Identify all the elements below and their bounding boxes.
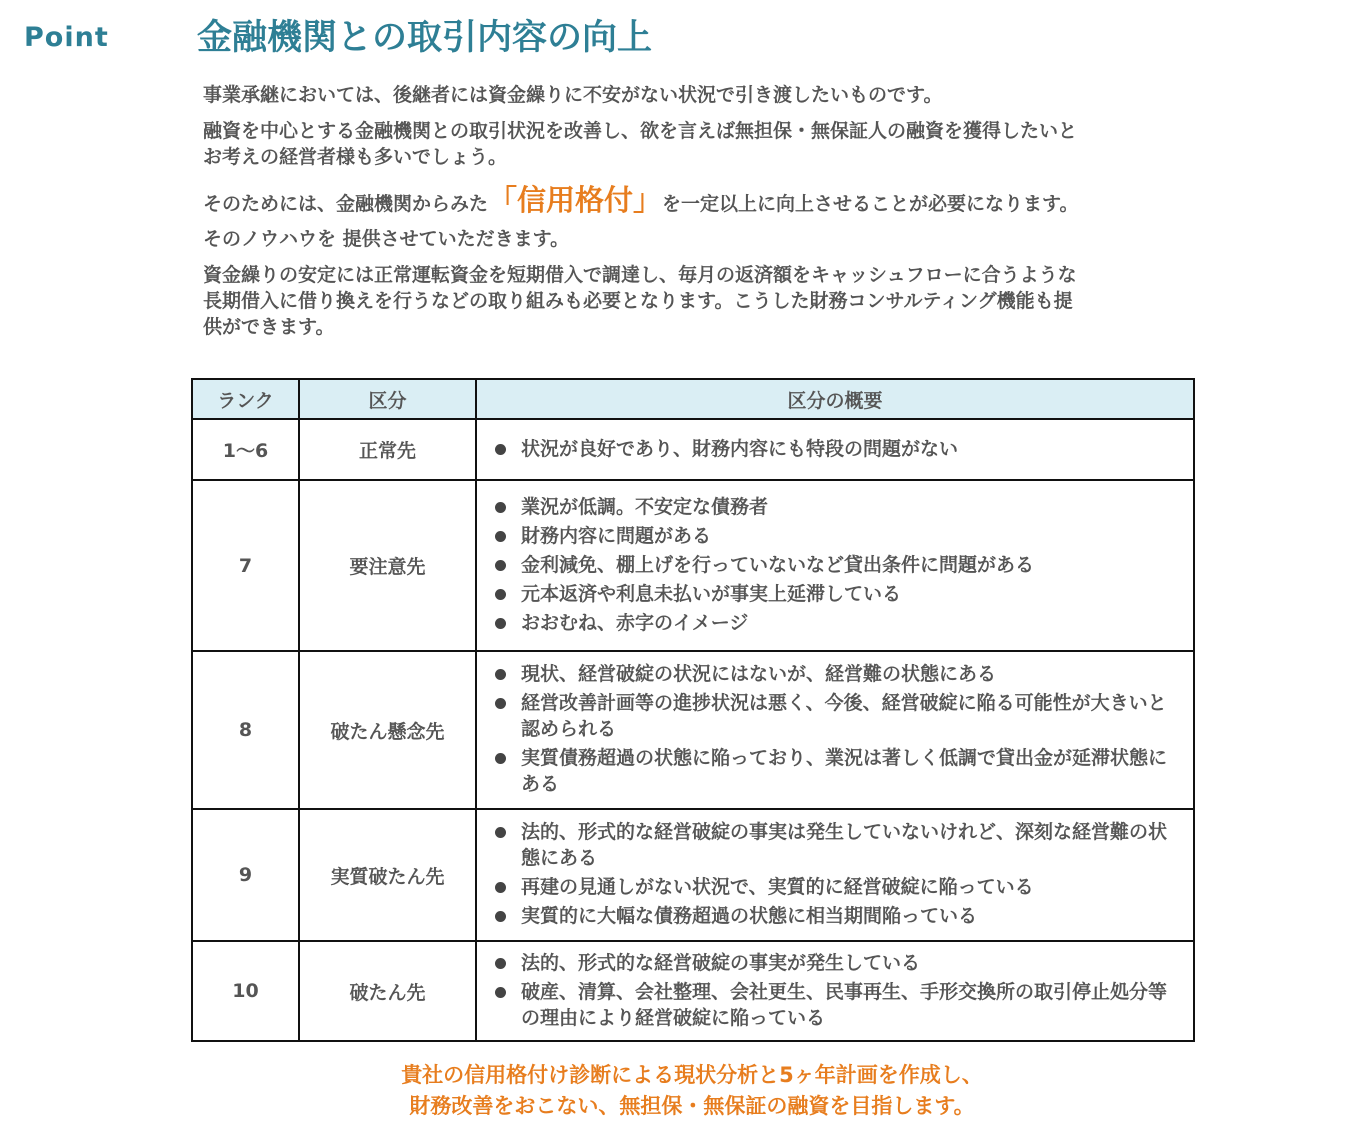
intro-paragraph-3-after: を一定以上に向上させることが必要になります。 [662,193,1079,215]
list-item [493,874,1179,900]
intro-paragraph-2 [203,118,1283,170]
intro-paragraph-1: 事業承継においては、後継者には資金繰りに不安がない状況で引き渡したいものです。 [203,84,943,106]
list-item [493,979,1179,1031]
bullet-icon [495,618,506,629]
rank-cell: 1～6 [192,419,299,480]
point-label: Point [24,22,109,53]
intro-paragraph-2-line-1: 融資を中心とする金融機関との取引状況を改善し、欲を言えば無担保・無保証人の融資を獲得したいと [203,120,1078,142]
summary-list [493,661,1179,797]
summary-cell [476,419,1194,480]
intro-paragraph-5-line-3: 供ができます。 [203,316,335,338]
intro-paragraph-4: そのノウハウを 提供させていただきます。 [203,228,570,250]
table-row [192,651,1194,809]
list-item-text: 金利減免、棚上げを行っていないなど貸出条件に問題がある [521,553,1035,576]
summary-list [493,436,1179,462]
intro-text [203,82,1283,350]
list-item-text: 元本返済や利息未払いが事実上延滞している [521,582,902,605]
conclusion-line-1: 貴社の信用格付け診断による現状分析と5ヶ年計画を作成し、 [401,1063,983,1087]
list-item-text: 実質債務超過の状態に陥っており、業況は著しく低調で貸出金が延滞状態にある [521,747,1168,795]
header-category: 区分 [299,379,476,419]
rank-cell: 9 [192,809,299,941]
list-item-text: 経営改善計画等の進捗状況は悪く、今後、経営破綻に陥る可能性が大きいと認められる [521,692,1167,740]
conclusion-line-2: 財務改善をおこない、無担保・無保証の融資を目指します。 [409,1094,975,1118]
header-rank: ランク [192,379,299,419]
list-item [493,436,1179,462]
bullet-icon [495,753,506,764]
bullet-icon [495,531,506,542]
intro-paragraph-2-line-2: お考えの経営者様も多いでしょう。 [203,146,508,168]
page-title: 金融機関との取引内容の向上 [197,18,653,58]
intro-paragraph-3 [203,180,1283,220]
list-item-text: 財務内容に問題がある [521,524,712,547]
list-item-text: 実質的に大幅な債務超過の状態に相当期間陥っている [521,905,978,927]
list-item [493,552,1179,578]
list-item [493,819,1179,871]
table-row [192,480,1194,651]
credit-rating-highlight: 「信用格付」 [488,183,663,217]
list-item-text: 法的、形式的な経営破綻の事実は発生していないけれど、深刻な経営難の状態にある [521,821,1168,869]
intro-paragraph-5 [203,262,1283,340]
bullet-icon [495,444,506,455]
summary-cell [476,809,1194,941]
table-row [192,809,1194,941]
rank-cell: 7 [192,480,299,651]
summary-cell [476,941,1194,1041]
list-item [493,950,1179,976]
conclusion-message [191,1060,1193,1122]
list-item-text: おおむね、赤字のイメージ [521,611,749,634]
summary-cell [476,480,1194,651]
summary-list [493,819,1179,929]
table-row [192,419,1194,480]
list-item [493,661,1179,687]
list-item-text: 再建の見通しがない状況で、実質的に経営破綻に陥っている [521,876,1034,898]
list-item [493,610,1179,636]
bullet-icon [495,958,506,969]
bullet-icon [495,987,506,998]
list-item-text: 法的、形式的な経営破綻の事実が発生している [521,951,921,974]
intro-paragraph-3-before: そのためには、金融機関からみた [203,193,489,215]
intro-paragraph-5-line-1: 資金繰りの安定には正常運転資金を短期借入で調達し、毎月の返済額をキャッシュフローに合うような [203,264,1077,286]
list-item [493,903,1179,929]
header-summary: 区分の概要 [476,379,1194,419]
bullet-icon [495,502,506,513]
list-item-text: 破産、清算、会社整理、会社更生、民事再生、手形交換所の取引停止処分等の理由により経営破綻に陥っている [521,980,1168,1029]
category-cell: 破たん懸念先 [299,651,476,809]
summary-cell [476,651,1194,809]
list-item [493,581,1179,607]
list-item [493,523,1179,549]
bullet-icon [495,882,506,893]
bullet-icon [495,560,506,571]
bullet-icon [495,669,506,680]
category-cell: 破たん先 [299,941,476,1041]
list-item [493,745,1179,797]
table-row [192,941,1194,1041]
category-cell: 実質破たん先 [299,809,476,941]
summary-list [493,950,1179,1031]
list-item-text: 現状、経営破綻の状況にはないが、経営難の状態にある [521,663,997,685]
rank-cell: 10 [192,941,299,1041]
credit-rating-table [191,378,1195,1042]
bullet-icon [495,589,506,600]
list-item [493,494,1179,520]
bullet-icon [495,698,506,709]
list-item-text: 業況が低調。不安定な債務者 [521,495,769,518]
list-item-text: 状況が良好であり、財務内容にも特段の問題がない [521,437,959,460]
category-cell: 要注意先 [299,480,476,651]
list-item [493,690,1179,742]
bullet-icon [495,911,506,922]
rank-cell: 8 [192,651,299,809]
table-header-row [192,379,1194,419]
bullet-icon [495,827,506,838]
summary-list [493,494,1179,636]
category-cell: 正常先 [299,419,476,480]
intro-paragraph-5-line-2: 長期借入に借り換えを行うなどの取り組みも必要となります。こうした財務コンサルティング機能も提 [203,290,1073,312]
